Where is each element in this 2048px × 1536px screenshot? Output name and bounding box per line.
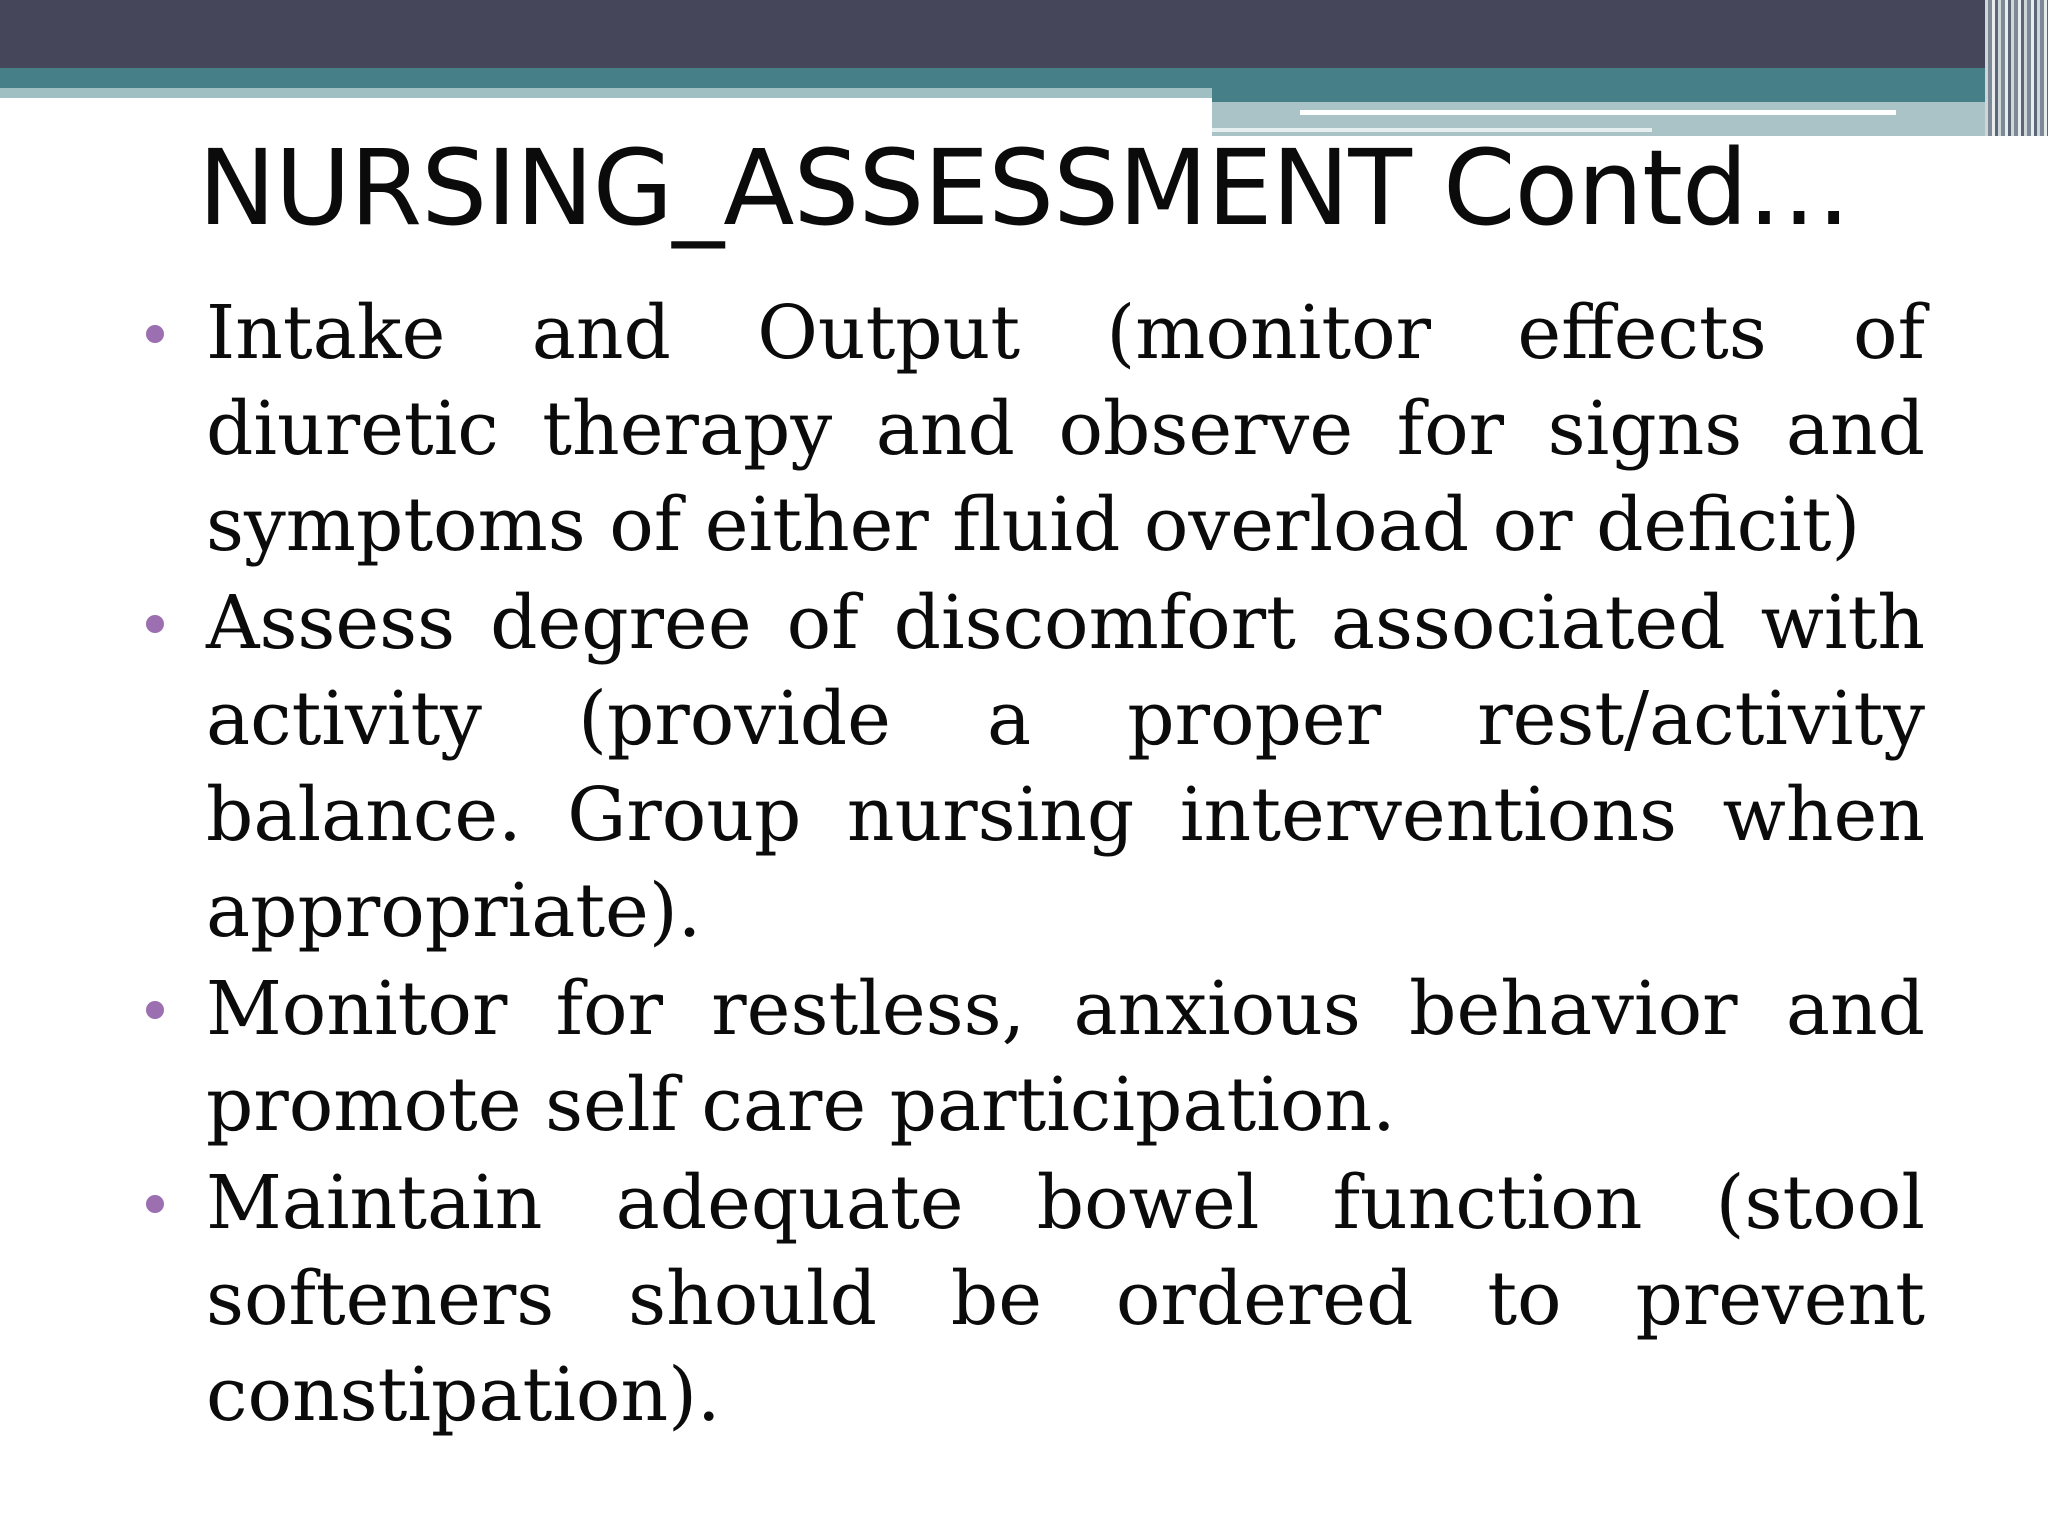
- bullet-item: [140, 285, 1925, 573]
- header-band-dark: [0, 0, 2048, 68]
- header-accent-line: [1300, 110, 1896, 115]
- bullet-item: [140, 575, 1925, 959]
- bullet-item: [140, 1155, 1925, 1443]
- bullet-dot-icon: [146, 1195, 164, 1213]
- bullet-text: Maintain adequate bowel function (stool softeners should be ordered to prevent constipation).: [206, 1160, 1925, 1438]
- bullet-text: Intake and Output (monitor effects of diuretic therapy and observe for signs and symptoms of either fluid overload or deficit): [206, 290, 1925, 568]
- header-band-teal-light: [0, 88, 1212, 98]
- bullet-dot-icon: [146, 1001, 164, 1019]
- bullet-dot-icon: [146, 325, 164, 343]
- slide-title: NURSING_ASSESSMENT Contd…: [198, 127, 1850, 249]
- header-edge-stripes: [1985, 0, 2048, 136]
- bullet-text: Monitor for restless, anxious behavior and promote self care participation.: [206, 966, 1925, 1148]
- bullet-text: Assess degree of discomfort associated with activity (provide a proper rest/activity balance. Group nursing interventions when appropriate).: [206, 580, 1925, 954]
- bullet-list: [140, 285, 1925, 1443]
- header-band-teal: [0, 68, 2048, 88]
- bullet-item: [140, 961, 1925, 1153]
- header-band-teal-right: [1212, 88, 2048, 102]
- bullet-dot-icon: [146, 615, 164, 633]
